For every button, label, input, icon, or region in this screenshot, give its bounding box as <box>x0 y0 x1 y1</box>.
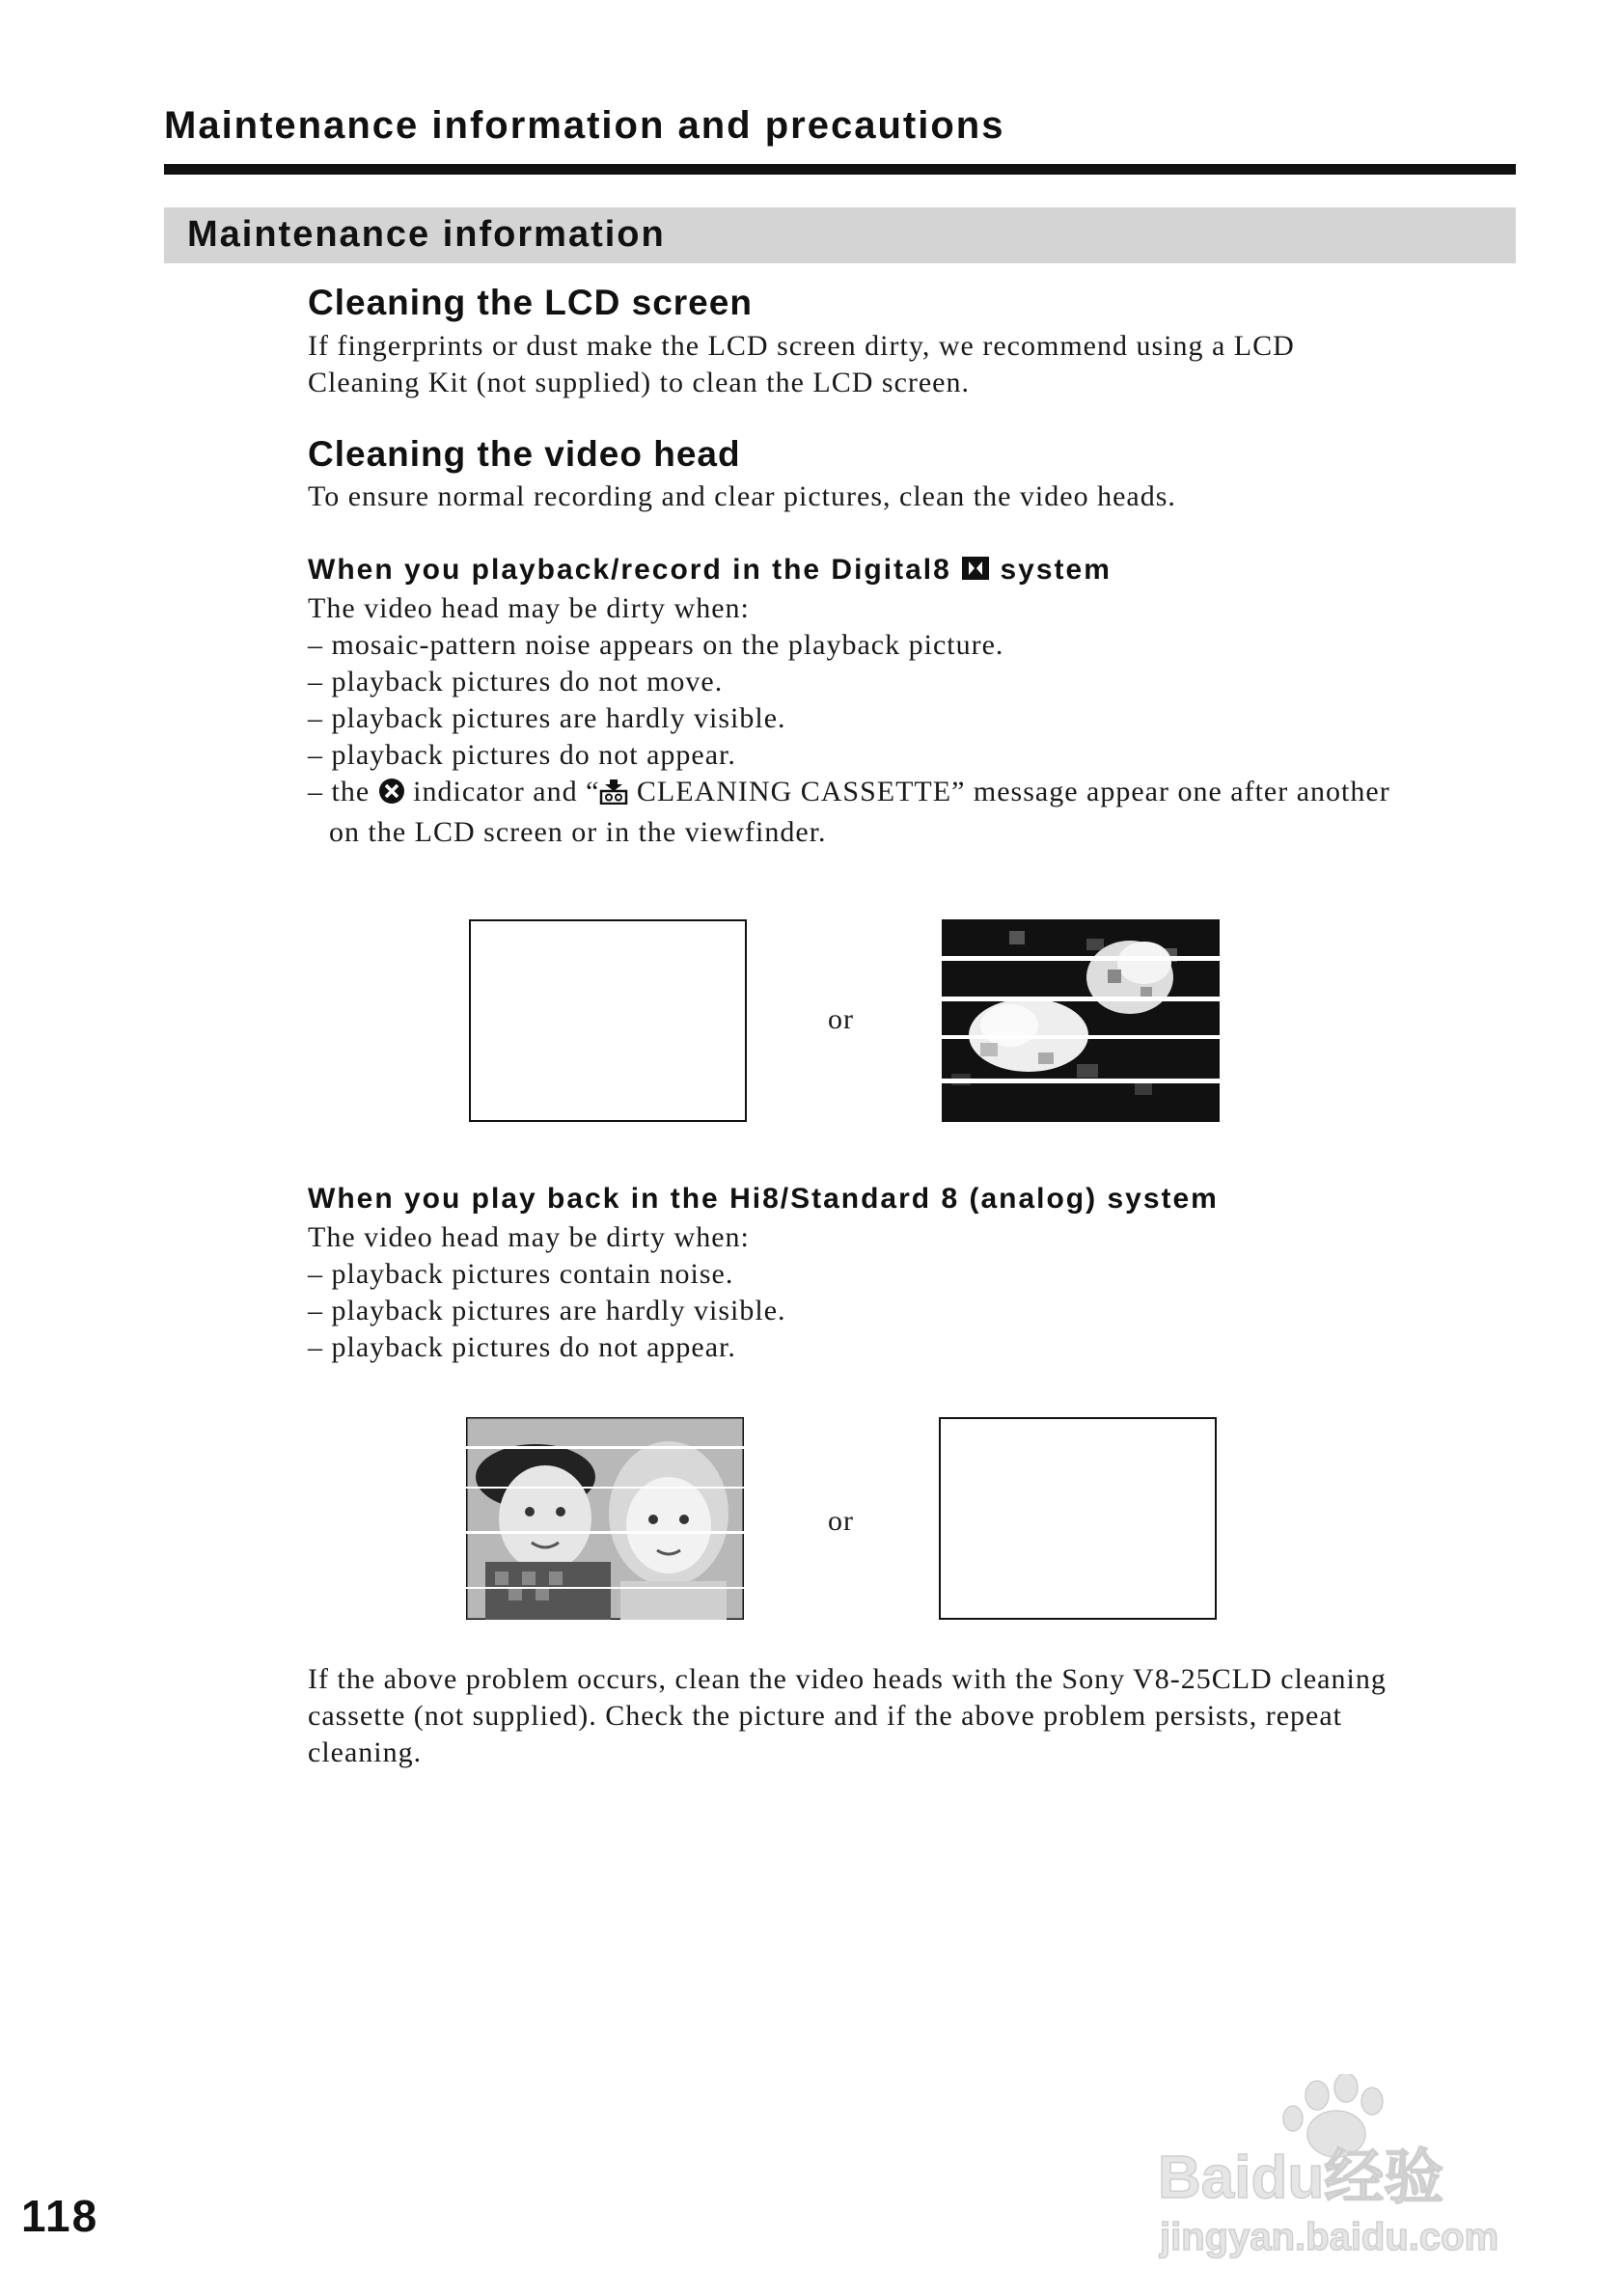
section-title: Maintenance information <box>187 214 666 255</box>
digital-item: – playback pictures do not appear. <box>308 739 736 771</box>
page-number: 118 <box>21 2191 99 2241</box>
watermark-url: jingyan.baidu.com <box>1160 2216 1499 2258</box>
digital-heading-text-end: system <box>1000 554 1112 586</box>
mosaic-noise-picture <box>942 919 1220 1122</box>
warning-x-icon <box>378 778 405 814</box>
section-band <box>164 207 1516 263</box>
analog-list <box>308 1219 1601 1366</box>
digital-item: – mosaic-pattern noise appears on the playback picture. <box>308 629 1004 661</box>
digital-item: – playback pictures do not move. <box>308 666 724 697</box>
chapter-rule <box>164 164 1516 175</box>
analog-heading: When you play back in the Hi8/Standard 8 (analog) system <box>308 1183 1219 1215</box>
closing-line: If the above problem occurs, clean the video heads with the Sony V8-25CLD cleaning <box>308 1663 1387 1695</box>
digital-item-part: indicator and “ <box>413 776 600 807</box>
video-head-intro <box>308 478 1601 515</box>
closing-paragraph <box>308 1661 1601 1771</box>
digital-item-indicator <box>308 774 1601 814</box>
blank-screen-picture <box>469 919 747 1122</box>
video-head-heading: Cleaning the video head <box>308 434 741 474</box>
digital-heading <box>308 554 1112 590</box>
digital-list <box>308 590 1601 851</box>
cleaning-cassette-icon <box>599 778 628 814</box>
digital-lead: The video head may be dirty when: <box>308 592 750 624</box>
noisy-children-picture <box>466 1417 744 1620</box>
or-label: or <box>828 1003 854 1035</box>
analog-lead: The video head may be dirty when: <box>308 1221 750 1253</box>
digital8-logo-icon <box>961 554 990 590</box>
watermark-brand: Baidu经验 <box>1158 2145 1444 2211</box>
closing-line: cassette (not supplied). Check the picture and if the above problem persists, repeat <box>308 1700 1343 1732</box>
digital-item: – playback pictures are hardly visible. <box>308 702 786 734</box>
digital-item-continued: on the LCD screen or in the viewfinder. <box>329 816 827 848</box>
lcd-paragraph <box>308 328 1601 401</box>
closing-line: cleaning. <box>308 1736 423 1768</box>
or-label: or <box>828 1505 854 1537</box>
digital-item-part: CLEANING CASSETTE” message appear one after another <box>636 776 1390 807</box>
analog-item: – playback pictures do not appear. <box>308 1331 736 1363</box>
video-head-intro-line: To ensure normal recording and clear pictures, clean the video heads. <box>308 480 1176 512</box>
digital-heading-text: When you playback/record in the Digital8 <box>308 554 951 586</box>
blank-screen-picture <box>939 1417 1217 1620</box>
lcd-line: Cleaning Kit (not supplied) to clean the LCD screen. <box>308 367 970 398</box>
watermark <box>1148 2074 1534 2267</box>
lcd-line: If fingerprints or dust make the LCD screen dirty, we recommend using a LCD <box>308 330 1295 362</box>
analog-item: – playback pictures contain noise. <box>308 1258 734 1290</box>
chapter-title: Maintenance information and precautions <box>164 104 1005 147</box>
analog-item: – playback pictures are hardly visible. <box>308 1295 786 1326</box>
digital-item-part: – the <box>308 776 371 807</box>
lcd-heading: Cleaning the LCD screen <box>308 283 753 322</box>
